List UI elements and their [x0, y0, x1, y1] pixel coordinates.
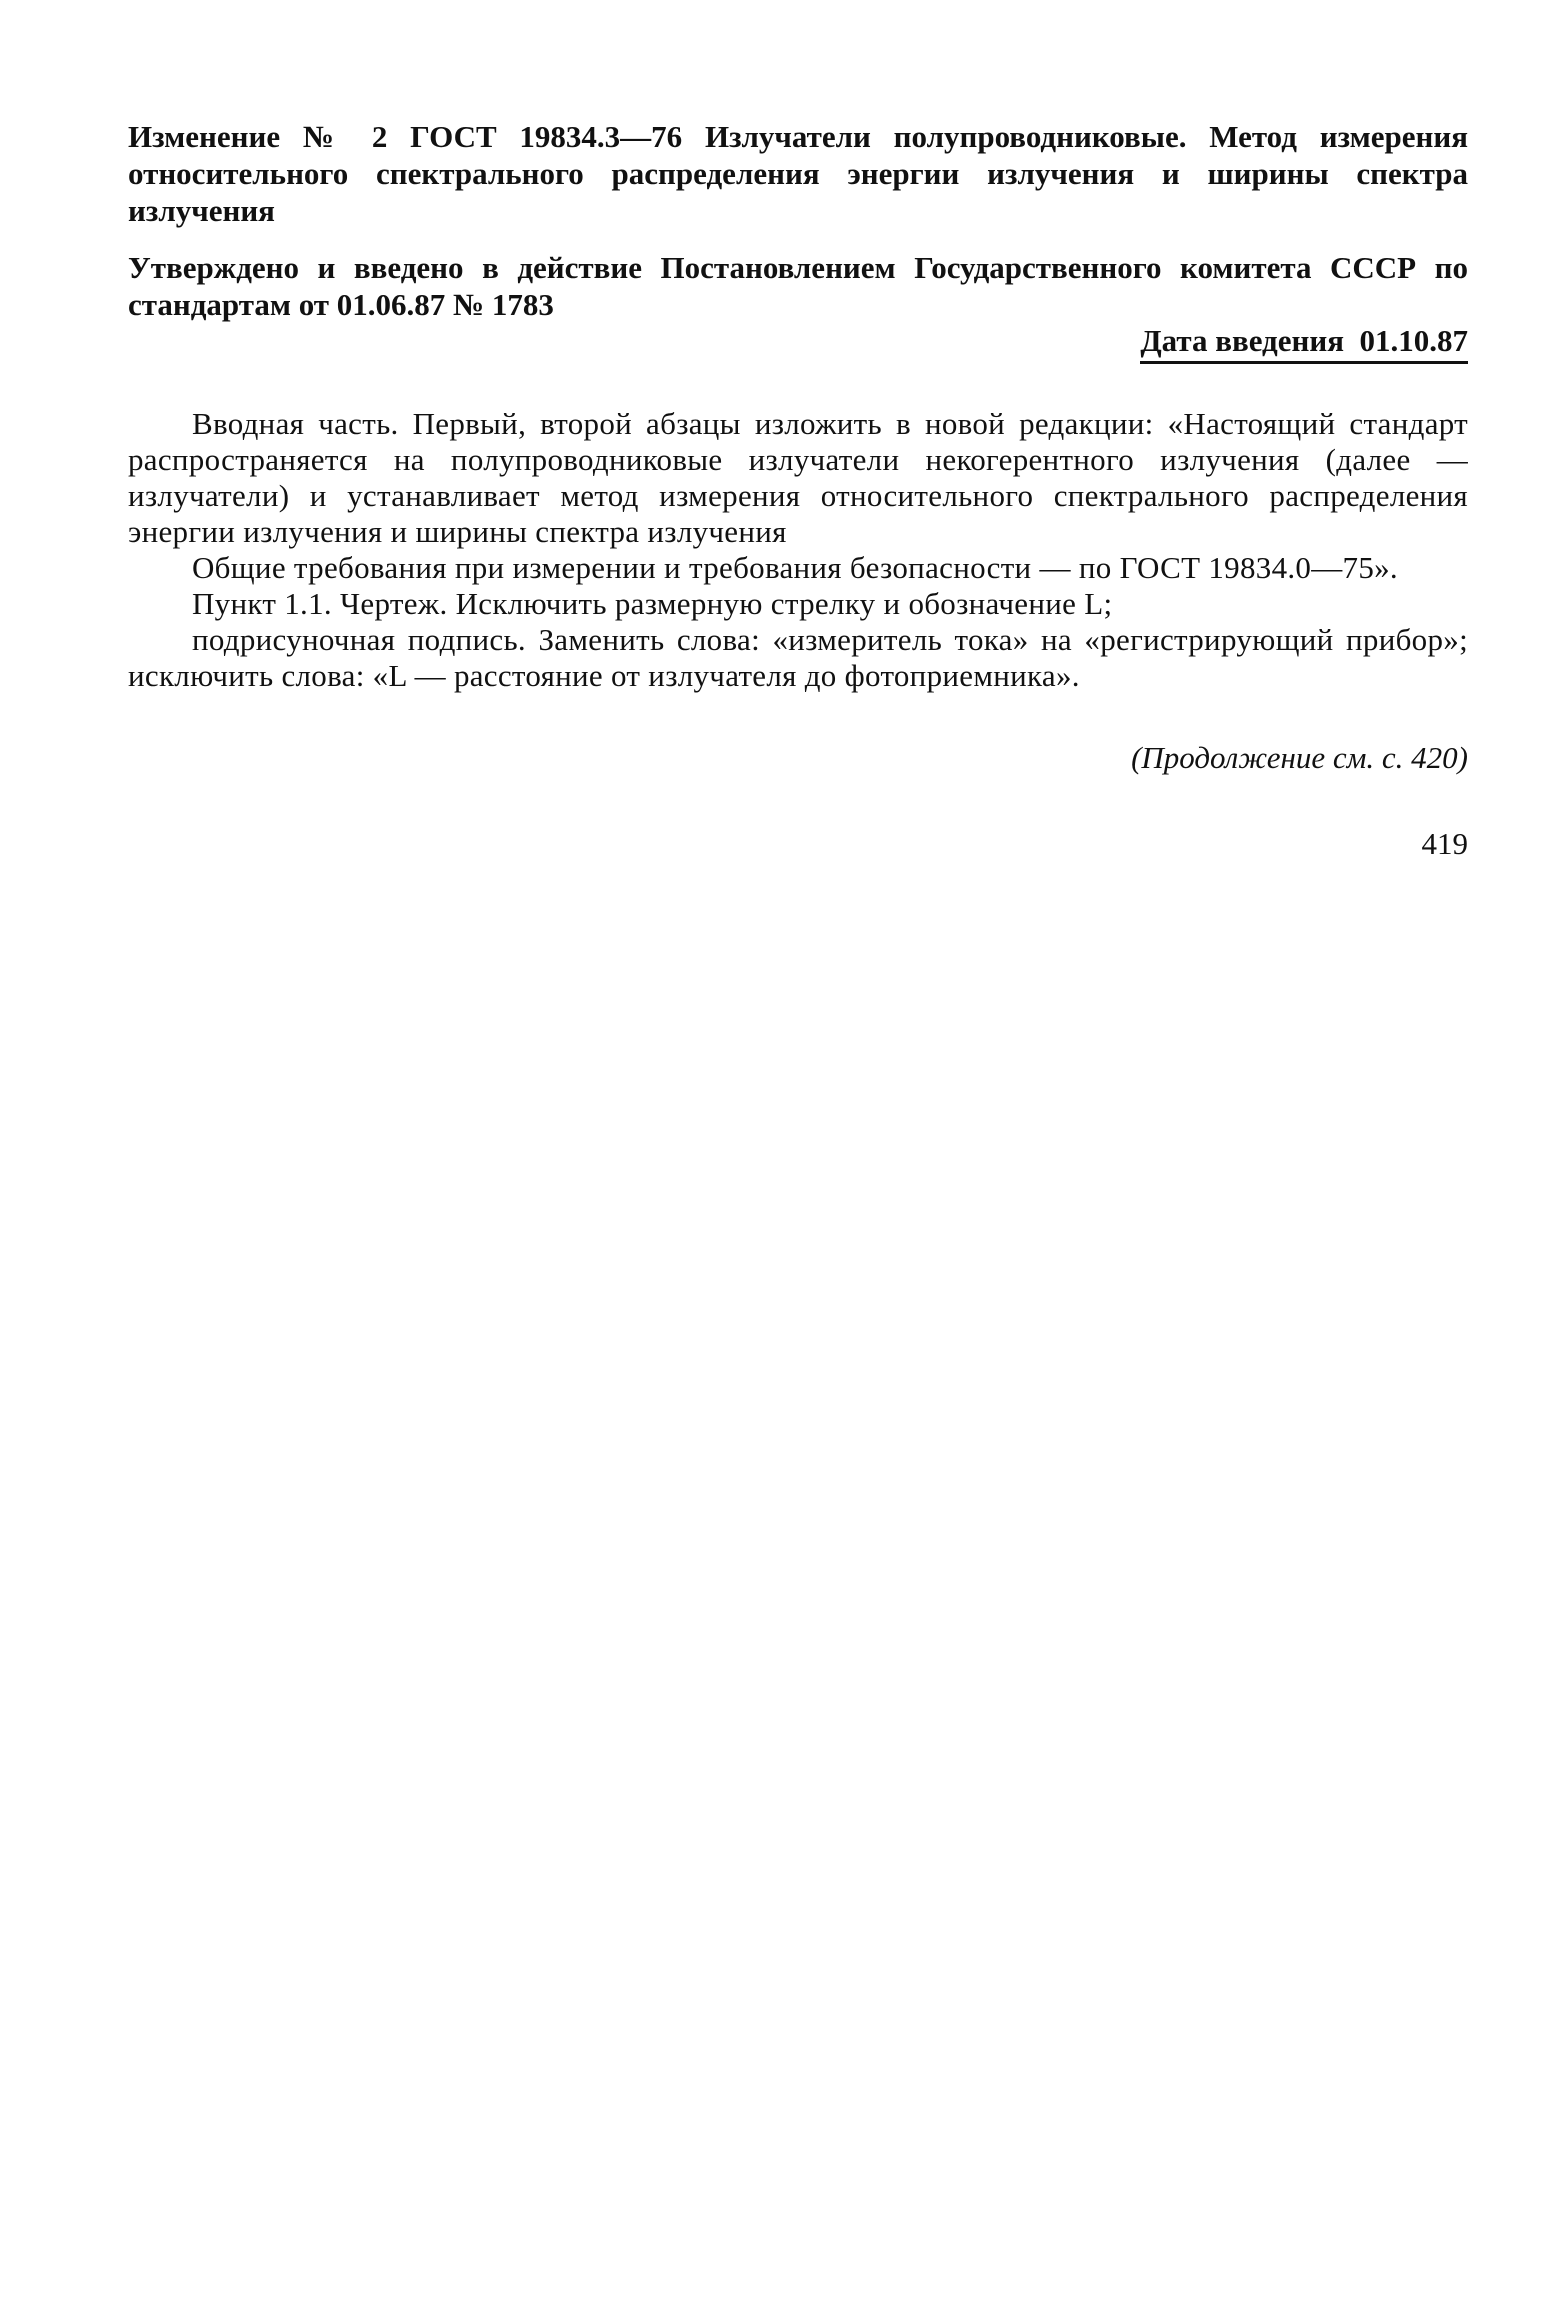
paragraph-item-1-1: Пункт 1.1. Чертеж. Исключить размерную стрелку и обозначение L; [192, 586, 1113, 621]
effective-date [128, 323, 1468, 364]
document-title: Изменение № 2 ГОСТ 19834.3—76 Излучатели полупроводниковые. Метод измерения относительного спектрального распределения энергии излучения и ширины спектра излучения [128, 119, 1468, 228]
approval-statement: Утверждено и введено в действие Постановлением Государственного комитета СССР по стандартам от 01.06.87 № 1783 [128, 250, 1468, 322]
effective-date-label: Дата введения [1140, 323, 1344, 358]
paragraph-general-requirements: Общие требования при измерении и требования безопасности — по ГОСТ 19834.0—75». [192, 550, 1398, 585]
continuation-note: (Продолжение см. с. 420) [1131, 740, 1468, 775]
effective-date-text [1140, 323, 1468, 364]
document-page [128, 118, 1468, 862]
paragraph-caption-change: подрисуночная подпись. Заменить слова: «измеритель тока» на «регистрирующий прибор»; исключить слова: «L — расстояние от излучателя до фотоприемника». [128, 622, 1468, 693]
effective-date-value: 01.10.87 [1359, 323, 1468, 358]
page-number: 419 [1421, 826, 1468, 861]
paragraph-intro: Вводная часть. Первый, второй абзацы изложить в новой редакции: «Настоящий стандарт распространяется на полупроводниковые излучатели некогерентного излучения (далее — излучатели) и устанавливает метод измерения относительного спектрального распределения энергии излучения и ширины спектра излучения [128, 406, 1468, 549]
document-body [128, 406, 1468, 694]
